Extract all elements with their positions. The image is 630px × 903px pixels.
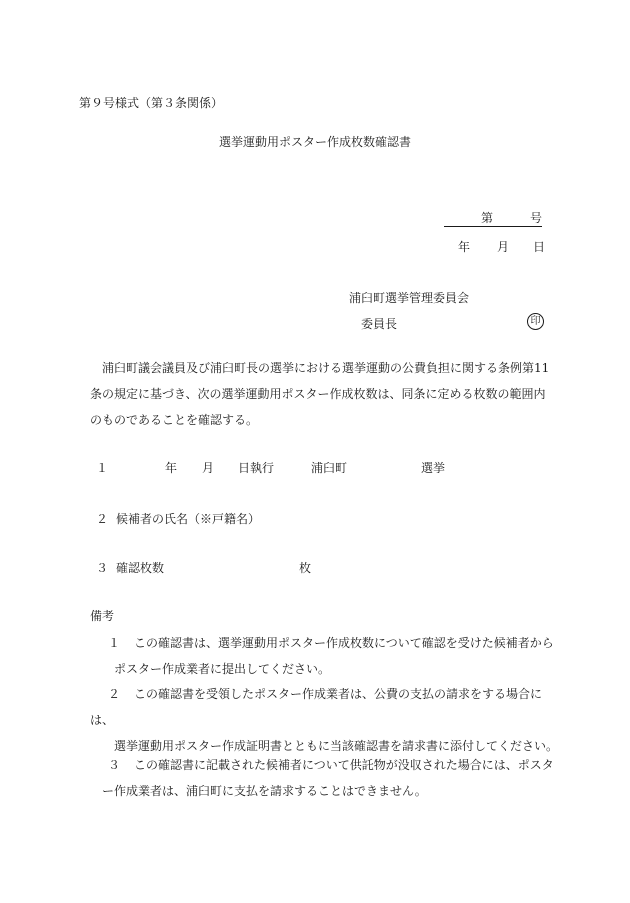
item-1-day: 日執行: [238, 461, 275, 475]
item-3-label: 確認枚数: [116, 561, 165, 575]
document-title: 選挙運動用ポスター作成枚数確認書: [218, 135, 411, 149]
document-number-field: [444, 212, 542, 227]
note-1-number: １: [107, 636, 120, 650]
doc-number-go: 号: [530, 211, 543, 225]
note-3-rest: ー作成業者は、浦臼町に支払を請求することはできません。: [102, 784, 427, 798]
note-3-line1: この確認書に記載された候補者について供託物が没収された場合には、ポスタ: [134, 758, 554, 772]
note-1: [90, 630, 562, 682]
item-3-unit: 枚: [299, 561, 312, 575]
issuer-chairman: 委員長: [361, 317, 398, 331]
item-2-number: ２: [96, 512, 109, 526]
item-2-label: 候補者の氏名（※戸籍名）: [116, 512, 261, 526]
note-2-rest: 選挙運動用ポスター作成証明書とともに当該確認書を請求書に添付してください。: [114, 739, 559, 753]
issuer-committee: 浦臼町選挙管理委員会: [349, 291, 470, 305]
item-1-town: 浦臼町: [311, 461, 348, 475]
date-month: 月: [497, 240, 510, 254]
body-paragraph: 浦臼町議会議員及び浦臼町長の選挙における選挙運動の公費負担に関する条例第11条の規定に基づき、次の選挙運動用ポスター作成枚数は、同条に定める枚数の範囲内のものであることを確認する。: [90, 361, 550, 427]
note-3: [90, 752, 562, 804]
item-1-year: 年: [165, 461, 178, 475]
note-2-number: ２: [107, 687, 120, 701]
note-3-number: ３: [107, 758, 120, 772]
item-1-number: １: [96, 461, 109, 475]
note-2-line1: この確認書を受領したポスター作成業者は、公費の支払の請求をする場合には、: [90, 687, 543, 727]
item-1-election: 選挙: [421, 461, 446, 475]
date-day: 日: [533, 240, 546, 254]
doc-number-dai: 第: [481, 211, 494, 225]
item-3-number: ３: [96, 561, 109, 575]
note-2: [90, 681, 562, 759]
notes-heading: 備考: [90, 609, 115, 623]
note-1-line1: この確認書は、選挙運動用ポスター作成枚数について確認を受けた候補者から: [134, 636, 554, 650]
seal-mark: 印: [527, 313, 544, 330]
form-number: 第９号様式（第３条関係）: [79, 96, 224, 110]
date-year: 年: [458, 240, 471, 254]
item-1-month: 月: [202, 461, 215, 475]
note-1-rest: ポスター作成業者に提出してください。: [114, 662, 331, 676]
